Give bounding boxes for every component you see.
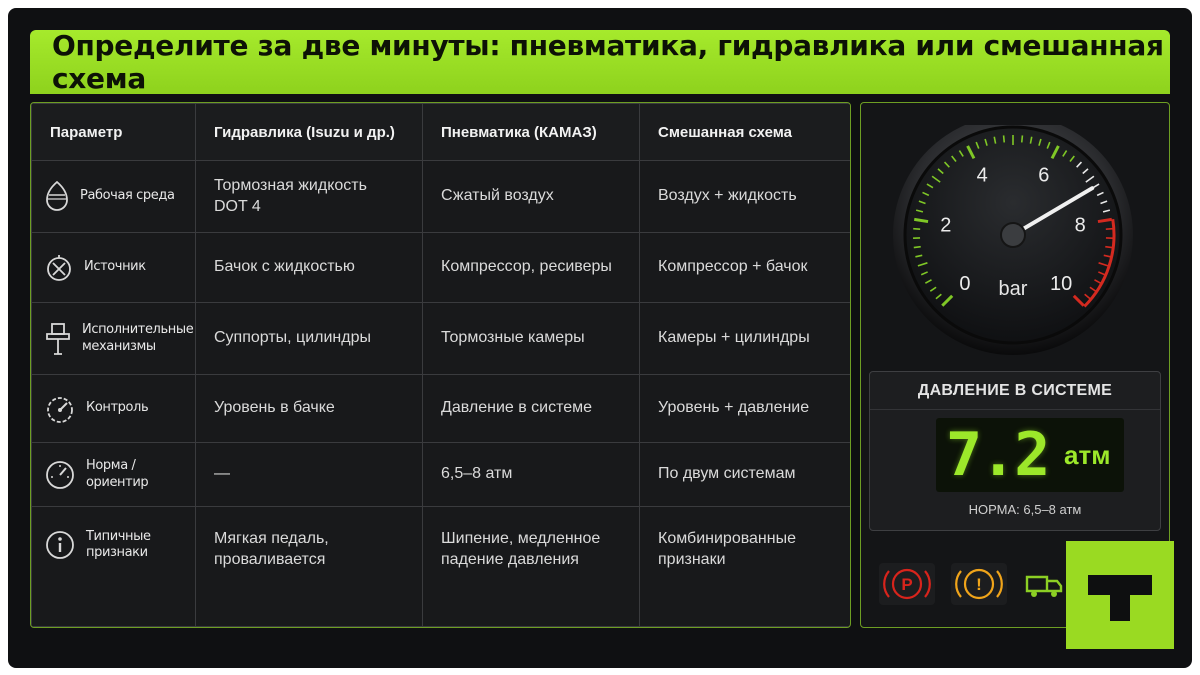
row-param-cell — [32, 375, 196, 443]
pressure-value: 7.2 — [946, 420, 1049, 490]
table-row — [32, 303, 852, 375]
row-param-cell — [32, 233, 196, 303]
param-label: Контроль — [86, 400, 149, 416]
pneumatic-cell: Тормозные камеры — [423, 303, 640, 375]
mixed-cell: Комбинированные признаки — [640, 507, 852, 627]
header-parameter: Параметр — [32, 104, 196, 161]
norm-gauge-icon — [44, 459, 76, 491]
gauge-tick — [914, 247, 921, 248]
header-mixed: Смешанная схема — [640, 104, 852, 161]
param-label: Норма / ориентир — [86, 458, 149, 490]
hydraulic-cell: — — [196, 443, 423, 507]
info-icon — [44, 529, 76, 561]
pressure-title: ДАВЛЕНИЕ В СИСТЕМЕ — [870, 372, 1160, 410]
row-param-cell — [32, 161, 196, 233]
brake-warning-icon — [949, 559, 1009, 609]
param-label: Источник — [84, 259, 146, 275]
row-param-cell — [32, 507, 196, 627]
title-banner — [30, 30, 1170, 94]
gauge-tick-label: 6 — [1038, 164, 1050, 187]
digital-display — [936, 418, 1124, 492]
table-header-row — [32, 104, 852, 161]
mixed-cell: Уровень + давление — [640, 375, 852, 443]
table-row — [32, 375, 852, 443]
param-label: Рабочая среда — [80, 188, 175, 204]
header-hydraulic: Гидравлика (Isuzu и др.) — [196, 104, 423, 161]
pneumatic-cell: Сжатый воздух — [423, 161, 640, 233]
hydraulic-cell: Бачок с жидкостью — [196, 233, 423, 303]
gauge-tick-label: 0 — [959, 273, 971, 296]
mixed-cell: Камеры + цилиндры — [640, 303, 852, 375]
pressure-gauge — [891, 125, 1139, 365]
table-row — [32, 507, 852, 627]
no-source-icon — [44, 253, 74, 283]
hydraulic-cell: Уровень в бачке — [196, 375, 423, 443]
svg-text:!: ! — [976, 575, 982, 594]
drop-icon — [44, 180, 70, 214]
gauge-tick-label: 2 — [940, 214, 952, 237]
param-label: Типичные признаки — [86, 529, 151, 561]
brand-logo — [1066, 541, 1174, 649]
actuator-icon — [44, 321, 72, 357]
table-row — [32, 443, 852, 507]
gauge-hub — [1001, 223, 1025, 247]
pneumatic-cell: 6,5–8 атм — [423, 443, 640, 507]
page-title: Определите за две минуты: пневматика, гидравлика или смешанная схема — [52, 29, 1164, 95]
hydraulic-cell: Тормозная жидкость DOT 4 — [196, 161, 423, 233]
gauge-tick-label: 4 — [976, 164, 988, 187]
header-pneumatic: Пневматика (КАМАЗ) — [423, 104, 640, 161]
gauge-tick-label: 10 — [1049, 273, 1073, 296]
pneumatic-cell: Давление в системе — [423, 375, 640, 443]
gauge-tick-label: 8 — [1074, 214, 1086, 237]
comparison-table — [30, 102, 851, 628]
control-gauge-icon — [44, 393, 76, 425]
gauge-tick — [1004, 135, 1005, 142]
hydraulic-cell: Суппорты, цилиндры — [196, 303, 423, 375]
parking-brake-icon — [877, 559, 937, 609]
param-label: Исполнительные механизмы — [82, 322, 194, 354]
pneumatic-cell: Компрессор, ресиверы — [423, 233, 640, 303]
row-param-cell — [32, 303, 196, 375]
mixed-cell: Компрессор + бачок — [640, 233, 852, 303]
table-row — [32, 233, 852, 303]
pressure-readout — [869, 371, 1161, 531]
table-row — [32, 161, 852, 233]
mixed-cell: Воздух + жидкость — [640, 161, 852, 233]
hydraulic-cell: Мягкая педаль, проваливается — [196, 507, 423, 627]
mixed-cell: По двум системам — [640, 443, 852, 507]
svg-text:P: P — [901, 575, 913, 594]
gauge-tick — [1105, 247, 1112, 248]
row-param-cell — [32, 443, 196, 507]
pressure-unit: атм — [1064, 439, 1111, 470]
gauge-unit: bar — [998, 278, 1028, 300]
pneumatic-cell: Шипение, медленное падение давления — [423, 507, 640, 627]
pressure-norm: НОРМА: 6,5–8 атм — [968, 502, 1082, 517]
gauge-tick — [1022, 135, 1023, 142]
